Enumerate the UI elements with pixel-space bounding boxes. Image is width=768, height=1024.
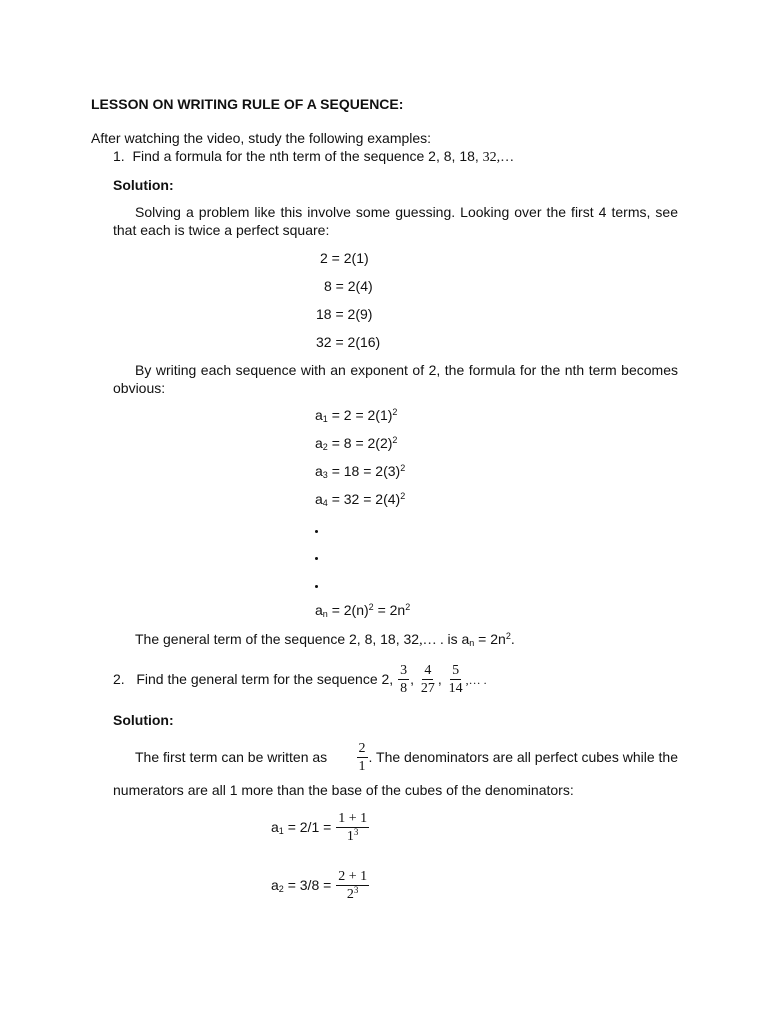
sequence-fraction: $\frac{3}{8}$ [400, 663, 408, 697]
equation-1: 2 = 2(1) [320, 250, 369, 266]
step-fraction: $\frac{1 + 1}{1^3}$ [338, 811, 368, 845]
step-a1: $a_1 = 2/1$ = $\frac{1 + 1}{1^3}$ [271, 811, 368, 845]
example-1-question-text: Find a formula for the nth term of the sequence 2, 8, 18, [132, 148, 479, 164]
example-2-paragraph-line-2: numerators are all 1 more than the base of the cubes of the denominators: [113, 782, 574, 798]
example-2-question: 2. Find the general term for the sequence 2, $\frac{3}{8}$ , $\frac{4}{27}$ , $\frac{5}{14}$ ,… . [113, 663, 487, 697]
intro-text: After watching the video, study the following examples: [91, 130, 432, 146]
general-term-formula: $a_n = 2(n)^2 = 2n^2$ [315, 602, 411, 619]
step-a2: $a_2 = 3/8$ = $\frac{2 + 1}{2^3}$ [271, 869, 368, 903]
sequence-fraction: $\frac{4}{27}$ [420, 663, 435, 697]
equation-3: 18 = 2(9) [316, 306, 373, 322]
continuation-dot [315, 557, 318, 560]
sequence-fraction: $\frac{5}{14}$ [448, 663, 463, 697]
example-1-conclusion: The general term of the sequence 2, 8, 18, 32,… . is $a_n = 2n^2$. [135, 631, 515, 648]
step-fraction: $\frac{2 + 1}{2^3}$ [338, 869, 368, 903]
term-a2: $a_2 = 8 = 2(2)^2$ [315, 435, 398, 452]
term-a1: $a_1 = 2 = 2(1)^2$ [315, 407, 398, 424]
continuation-dot [315, 585, 318, 588]
equation-2: 8 = 2(4) [324, 278, 373, 294]
example-1-paragraph-1: Solving a problem like this involve some guessing. Looking over the first 4 terms, see that each is twice a perfect square: [113, 204, 678, 238]
example-2-paragraph-line-1: The first term can be written as $\frac{2}{1}$ . The denominators are all perfect cubes while the [135, 741, 678, 775]
term-a4: $a_4 = 32 = 2(4)^2$ [315, 491, 406, 508]
example-2-number: 2. [113, 671, 125, 687]
equation-4: 32 = 2(16) [316, 334, 381, 350]
example-1-question-tail: 32,… [482, 150, 515, 165]
continuation-dot [315, 530, 318, 533]
example-1-solution-label: Solution: [113, 177, 174, 193]
example-2-question-text: Find the general term for the sequence 2, [136, 671, 394, 687]
example-1-paragraph-2: By writing each sequence with an exponent of 2, the formula for the nth term becomes obvious: [113, 362, 678, 396]
example-2-solution-label: Solution: [113, 712, 174, 728]
lesson-title: LESSON ON WRITING RULE OF A SEQUENCE: [91, 96, 404, 112]
term-a3: $a_3 = 18 = 2(3)^2$ [315, 463, 406, 480]
example-1-question [113, 147, 514, 167]
first-term-fraction: $\frac{2}{1}$ [358, 741, 366, 775]
example-1-number: 1. [113, 148, 125, 164]
